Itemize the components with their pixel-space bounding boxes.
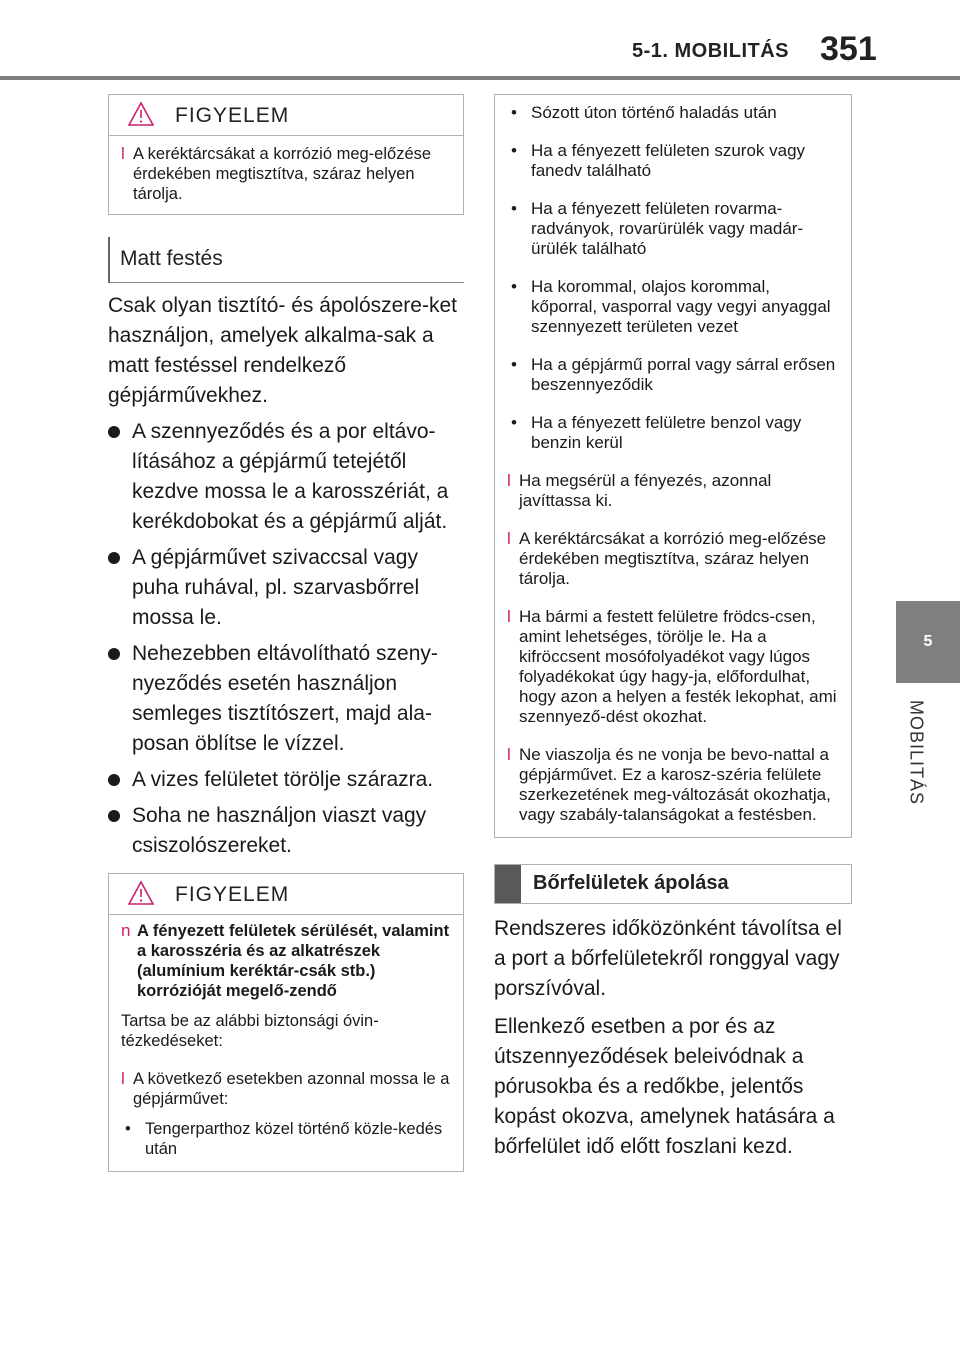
chapter-number: 5 (923, 633, 933, 650)
bullet-icon (108, 765, 132, 795)
sub-list-item (507, 199, 839, 259)
bullet-icon (108, 801, 132, 861)
sub-list-item-text: Ha a fényezett felületen rovarma-radványok, rovarürülék vagy madár-ürülék található (531, 199, 804, 258)
item-marker: l (507, 529, 511, 548)
sub-list-item (507, 277, 839, 337)
warning-item (121, 1069, 451, 1109)
list-item (108, 801, 464, 861)
list-item-text: Nehezebben eltávolítható szeny-nyeződés esetén használjon semleges tisztítószert, majd ala-posan öblítse le vízzel. (132, 642, 438, 755)
sub-list-item-text: Ha korommal, olajos korommal, kőporral, vasporral vagy vegyi anyaggal szennyezett területen vezet (531, 277, 831, 336)
list-item-text: A gépjárművet szivaccsal vagy puha ruhával, pl. szarvasbőrrel mossa le. (132, 546, 420, 629)
bullet-icon: • (511, 355, 517, 374)
bullet-icon: • (511, 103, 517, 122)
sub-list-item-text: Sózott úton történő haladás után (531, 103, 777, 122)
section-title: 5-1. MOBILITÁS (632, 40, 790, 62)
warning-box (108, 873, 464, 1172)
warning-item-text: A keréktárcsákat a korrózió meg-előzése érdekében megtisztítva, száraz helyen tárolja. (133, 145, 432, 203)
sub-list-item-text: Ha a fényezett felületre benzol vagy benzin kerül (531, 413, 802, 452)
sub-list-item-text: Ha a gépjármű porral vagy sárral erősen beszennyeződik (531, 355, 836, 394)
right-body (494, 914, 852, 1162)
item-marker: l (507, 745, 511, 764)
warning-heading-text: A fényezett felületek sérülését, valamint a karosszéria és az alkatrészek (alumínium keréktár-csák stb.) korrózióját megelő-zendő (137, 922, 450, 1000)
warning-heading (121, 921, 451, 1001)
left-body (108, 291, 464, 861)
list-item (108, 639, 464, 759)
chapter-tab[interactable] (896, 601, 960, 683)
item-marker: l (121, 1069, 125, 1088)
bullet-list (108, 417, 464, 861)
sub-list-item (507, 413, 839, 453)
warning-item (121, 144, 451, 204)
warning-title: FIGYELEM (175, 104, 290, 127)
subheading-text: Matt festés (120, 247, 223, 270)
list-item-text: A vizes felületet törölje szárazra. (132, 768, 434, 791)
page-number: 351 (820, 30, 877, 68)
list-item-text: A szennyeződés és a por eltávo-lításához a gépjármű tetejétől kezdve mossa le a karosszériát, a kerékdobokat és a gépjármű alját. (132, 420, 449, 533)
heading-block (495, 865, 521, 903)
warning-item (507, 745, 839, 825)
warning-triangle-icon (127, 880, 155, 906)
intro-paragraph: Csak olyan tisztító- és ápolószere-ket használjon, amelyek alkalma-sak a matt festéssel rendelkező gépjárművekhez. (108, 294, 457, 407)
warning-item-text: Ha bármi a festett felületre frödcs-csen, amint lehetséges, törölje le. Ha a kifröccsent mosófolyadékot vagy lúgos folyadékokat úgy hagy-ja, előfordulhat, hogy azon a helyen a festék lekophat, ami szennyező-dést okozhat. (519, 607, 837, 726)
sub-list-item (121, 1119, 451, 1159)
list-item (108, 543, 464, 633)
section-heading-text: Bőrfelületek ápolása (533, 872, 729, 894)
sub-list-item (507, 355, 839, 395)
chapter-label: MOBILITÁS (906, 700, 927, 806)
list-item-text: Soha ne használjon viaszt vagy csiszolószereket. (132, 804, 427, 857)
bullet-icon (108, 543, 132, 633)
warning-box (108, 94, 464, 215)
warning-item (507, 529, 839, 589)
header-divider (0, 76, 960, 80)
bullet-icon: • (511, 277, 517, 296)
list-item (108, 765, 464, 795)
section-heading-leather-care (494, 864, 852, 904)
paragraph: Rendszeres időközönként távolítsa el a port a bőrfelületekről ronggyal vagy porszívóval. (494, 917, 842, 1000)
warning-header (109, 874, 463, 915)
warning-title: FIGYELEM (175, 883, 290, 906)
warning-item-text: Ne viaszolja és ne vonja be bevo-nattal a gépjárművet. Ez a karosz-széria felülete szerkezetének meg-változását okozhatja, vagy szabály-talanságokat a festésben. (519, 745, 831, 824)
sub-list-item (507, 141, 839, 181)
paragraph: Ellenkező esetben a por és az útszennyeződések beleivódnak a pórusokba és a redőkbe, jelentős kopást okozva, amelynek hatására a bőrfelület idő előtt foszlani kezd. (494, 1015, 835, 1158)
bullet-icon: • (511, 199, 517, 218)
bullet-icon (108, 417, 132, 537)
item-marker: l (507, 607, 511, 626)
right-column (494, 94, 852, 1162)
bullet-icon: • (511, 141, 517, 160)
warning-item (507, 607, 839, 727)
item-marker: l (121, 144, 125, 163)
warning-triangle-icon (127, 101, 155, 127)
warning-box-continued (494, 94, 852, 838)
warning-item-text: A következő esetekben azonnal mossa le a gépjárművet: (133, 1070, 450, 1108)
left-column (108, 94, 464, 1172)
warning-item-text: A keréktárcsákat a korrózió meg-előzése érdekében megtisztítva, száraz helyen tárolja. (519, 529, 827, 588)
subheading-matt-paint (108, 237, 464, 283)
warning-instruction: Tartsa be az alábbi biztonsági óvin-tézkedéseket: (121, 1012, 379, 1050)
bullet-icon: • (125, 1120, 131, 1138)
item-marker: n (121, 921, 131, 940)
bullet-icon: • (511, 413, 517, 432)
warning-header (109, 95, 463, 136)
list-item (108, 417, 464, 537)
bullet-icon (108, 639, 132, 759)
sub-list-item-text: Ha a fényezett felületen szurok vagy fanedv található (531, 141, 806, 180)
warning-item (507, 471, 839, 511)
item-marker: l (507, 471, 511, 490)
sub-list-item (507, 103, 839, 123)
warning-item-text: Ha megsérül a fényezés, azonnal javíttassa ki. (519, 471, 772, 510)
sub-list-item-text: Tengerparthoz közel történő közle-kedés után (145, 1120, 443, 1158)
